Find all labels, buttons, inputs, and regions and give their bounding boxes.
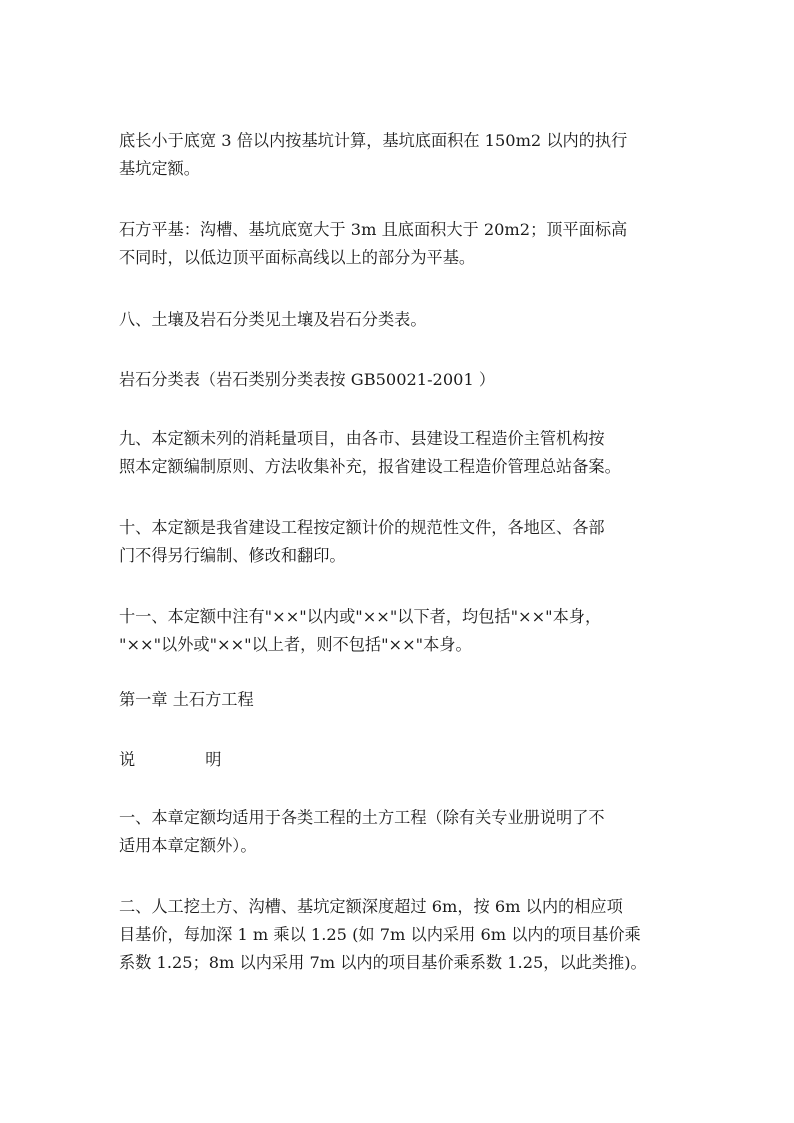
paragraph-line: 二、人工挖土方、沟槽、基坑定额深度超过 6m，按 6m 以内的相应项 (119, 897, 623, 916)
paragraph-item-nine (119, 425, 679, 481)
paragraph-line: 不同时，以低边顶平面标高线以上的部分为平基。 (119, 248, 476, 267)
paragraph-line: 九、本定额未列的消耗量项目，由各市、县建设工程造价主管机构按 (119, 429, 605, 448)
paragraph-item-ten (119, 514, 679, 570)
section-heading-left: 说 (119, 750, 136, 769)
paragraph-line: 底长小于底宽 3 倍以内按基坑计算，基坑底面积在 150m2 以内的执行 (119, 131, 628, 150)
paragraph-line: 石方平基：沟槽、基坑底宽大于 3m 且底面积大于 20m2；顶平面标高 (119, 220, 628, 239)
section-heading-right: 明 (205, 750, 222, 769)
paragraph-line: 照本定额编制原则、方法收集补充，报省建设工程造价管理总站备案。 (119, 457, 621, 476)
section-heading-explanation (119, 746, 679, 783)
paragraph-line: 基坑定额。 (119, 159, 200, 178)
paragraph-line: 适用本章定额外）。 (119, 836, 257, 855)
paragraph-chapter-item-two (119, 893, 679, 977)
paragraph-item-eight (119, 306, 679, 334)
section-heading-line (119, 746, 679, 783)
chapter-title-text: 第一章 土石方工程 (119, 690, 254, 709)
paragraph-line: "××"以外或"××"以上者，则不包括"××"本身。 (119, 635, 472, 654)
paragraph-line: 十、本定额是我省建设工程按定额计价的规范性文件，各地区、各部 (119, 518, 605, 537)
paragraph-line: 八、土壤及岩石分类见土壤及岩石分类表。 (119, 310, 427, 329)
paragraph-line: 目基价，每加深 1 m 乘以 1.25 (如 7m 以内采用 6m 以内的项目基价乘 (119, 925, 641, 944)
paragraph-line: 十一、本定额中注有"××"以内或"××"以下者，均包括"××"本身， (119, 607, 602, 626)
paragraph-item-eleven (119, 603, 679, 659)
paragraph-line: 一、本章定额均适用于各类工程的土方工程（除有关专业册说明了不 (119, 808, 605, 827)
paragraph-rock-table (119, 366, 679, 394)
paragraph-rock-flat-base (119, 216, 679, 272)
paragraph-line: 系数 1.25；8m 以内采用 7m 以内的项目基价乘系数 1.25，以此类推)。 (119, 953, 647, 972)
paragraph-line: 门不得另行编制、修改和翻印。 (119, 546, 346, 565)
paragraph-pit-calculation (119, 127, 679, 183)
chapter-title (119, 686, 679, 714)
paragraph-chapter-item-one (119, 804, 679, 860)
paragraph-line: 岩石分类表（岩石类别分类表按 GB50021-2001 ） (119, 370, 496, 389)
